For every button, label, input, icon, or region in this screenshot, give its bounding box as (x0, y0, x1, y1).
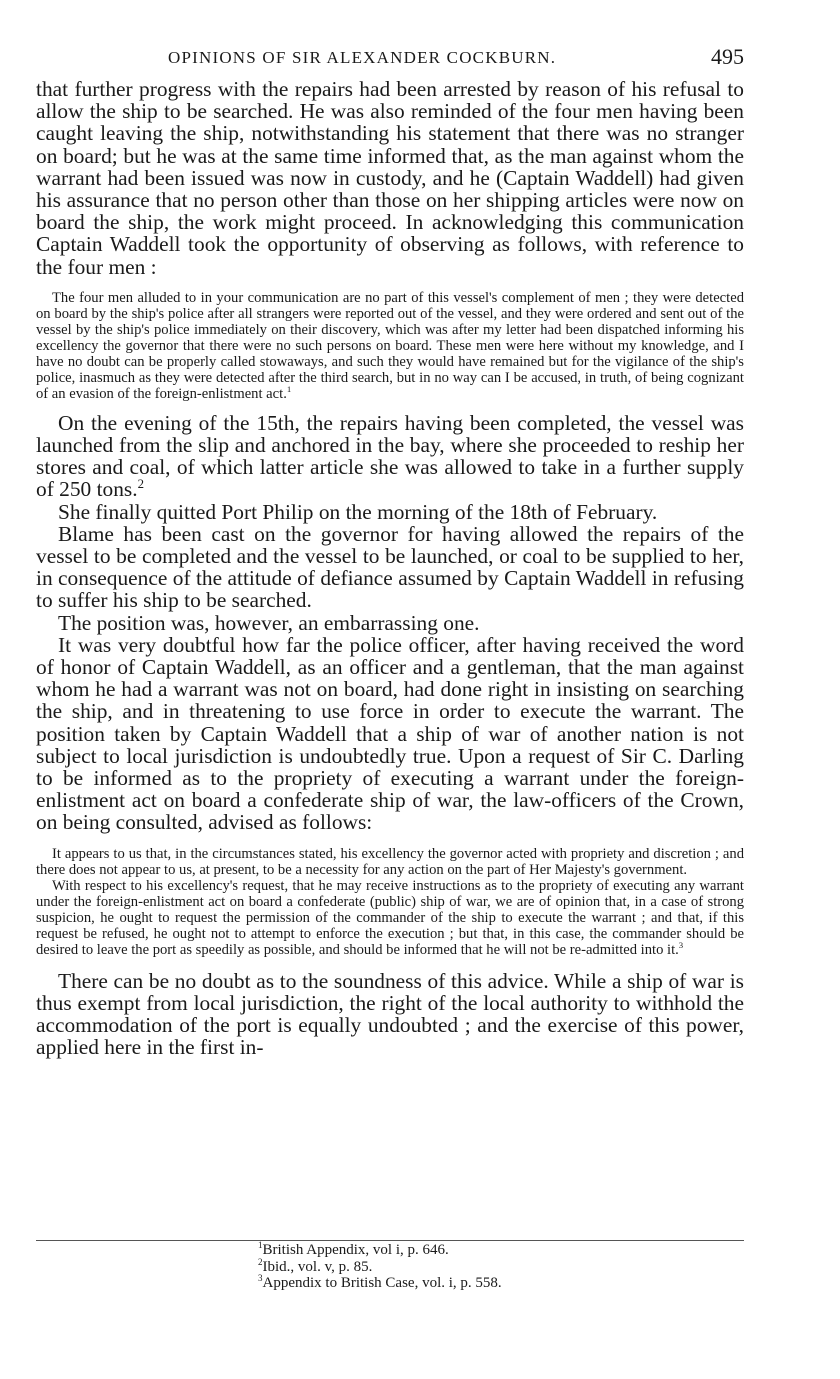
running-title: OPINIONS OF SIR ALEXANDER COCKBURN. (168, 48, 557, 67)
footnote (258, 1275, 502, 1292)
block-quote (36, 290, 744, 402)
footnote-ref: 3 (678, 939, 684, 950)
body-paragraph: Blame has been cast on the governor for having allowed the repairs of the vessel to be completed and the vessel to be launched, or coal to be supplied to her, in consequence of the attitude of defiance assumed by Captain Waddell in refusing to suffer his ship to be searched. (36, 521, 744, 613)
block-quote (36, 878, 744, 958)
footnote-divider (36, 1240, 744, 1241)
footnote-ref: 1 (286, 383, 292, 394)
footnote (258, 1242, 502, 1259)
footnote-text: Ibid., vol. v, p. 85. (262, 1258, 373, 1275)
body-paragraph: She finally quitted Port Philip on the morning of the 18th of February. (58, 499, 658, 524)
quote-text: With respect to his excellency's request, that he may receive instructions as to the propriety of executing any warrant under the foreign-enlistment act on board a confederate (public) ship of war, we are of opinion that, in a case of strong suspicion, he ought to request the permission of the commander of the ship to execute the warrant ; and that, if this request be refused, he ought not to attempt to enforce the execution ; but that, in this case, the commander should be desired to leave the port as speedily as possible, and should be informed that he will not be re-admitted into it. (36, 877, 744, 958)
footnote-ref: 2 (137, 477, 145, 492)
footnote-text: Appendix to British Case, vol. i, p. 558. (262, 1275, 502, 1292)
body-paragraph: The position was, however, an embarrassing one. (58, 610, 480, 635)
block-quote: It appears to us that, in the circumstances stated, his excellency the governor acted with propriety and discretion ; and there does not appear to us, at present, to be a necessity for any action on the part of Her Majesty's government. (36, 845, 744, 878)
body-paragraph: There can be no doubt as to the soundness of this advice. While a ship of war is thus exempt from local jurisdiction, the right of the local authority to withhold the accommodation of the port is equally undoubted ; and the exercise of this power, applied here in the first in- (36, 968, 744, 1060)
paragraph-text: On the evening of the 15th, the repairs having been completed, the vessel was launched from the slip and anchored in the bay, where she proceeded to reship her stores and coal, of which latter article she was allowed to take in a further supply of 250 tons. (36, 410, 744, 502)
page-header (36, 44, 744, 74)
footnote-mark: 1 (258, 1240, 263, 1250)
page-number: 495 (711, 44, 744, 69)
body-paragraph (36, 412, 744, 501)
body-paragraph: It was very doubtful how far the police officer, after having received the word of honor of Captain Waddell, as an officer and a gentleman, that the man against whom he had a warrant was not on board, had done right in insisting on searching the ship, and in threatening to use force in order to execute the warrant. The position taken by Captain Waddell that a ship of war of another nation is not subject to local jurisdiction is undoubtedly true. Upon a request of Sir C. Darling to be informed as to the propriety of executing a warrant under the foreign-enlistment act on board a confederate ship of war, the law-officers of the Crown, on being consulted, advised as follows: (36, 632, 744, 835)
document-page (36, 44, 744, 1292)
footnote (258, 1256, 502, 1276)
footnotes (258, 1242, 502, 1292)
quote-text: The four men alluded to in your communication are no part of this vessel's complement of men ; they were detected on board by the ship's police after all strangers were reported out of the vessel, and they were ordered and sent out of the vessel by the ship's police immediately on their discovery, which was after my letter had been dispatched informing his excellency the governor that there were no such persons on board. These men were here without my knowledge, and I have no doubt can be properly called stowaways, and such they would have remained but for the vigilance of the ship's police, inasmuch as they were detected after the third search, but in no way can I be accused, in truth, of being cognizant of an evasion of the foreign-enlistment act. (36, 289, 744, 402)
footnote-text: British Appendix, vol i, p. 646. (262, 1242, 449, 1258)
body-paragraph: that further progress with the repairs had been arrested by reason of his refusal to allow the ship to be searched. He was also reminded of the four men having been caught leaving the ship, notwithstanding his statement that there was no stranger on board; but he was at the same time informed that, as the man against whom the warrant had been issued was now in custody, and he (Captain Waddell) had given his assurance that no person other than those on her shipping articles were now on board the ship, the work might proceed. In acknowledging this communication Captain Waddell took the opportunity of observing as follows, with reference to the four men : (36, 77, 744, 279)
footnote-mark: 3 (258, 1273, 263, 1284)
footnote-mark: 2 (258, 1256, 263, 1267)
